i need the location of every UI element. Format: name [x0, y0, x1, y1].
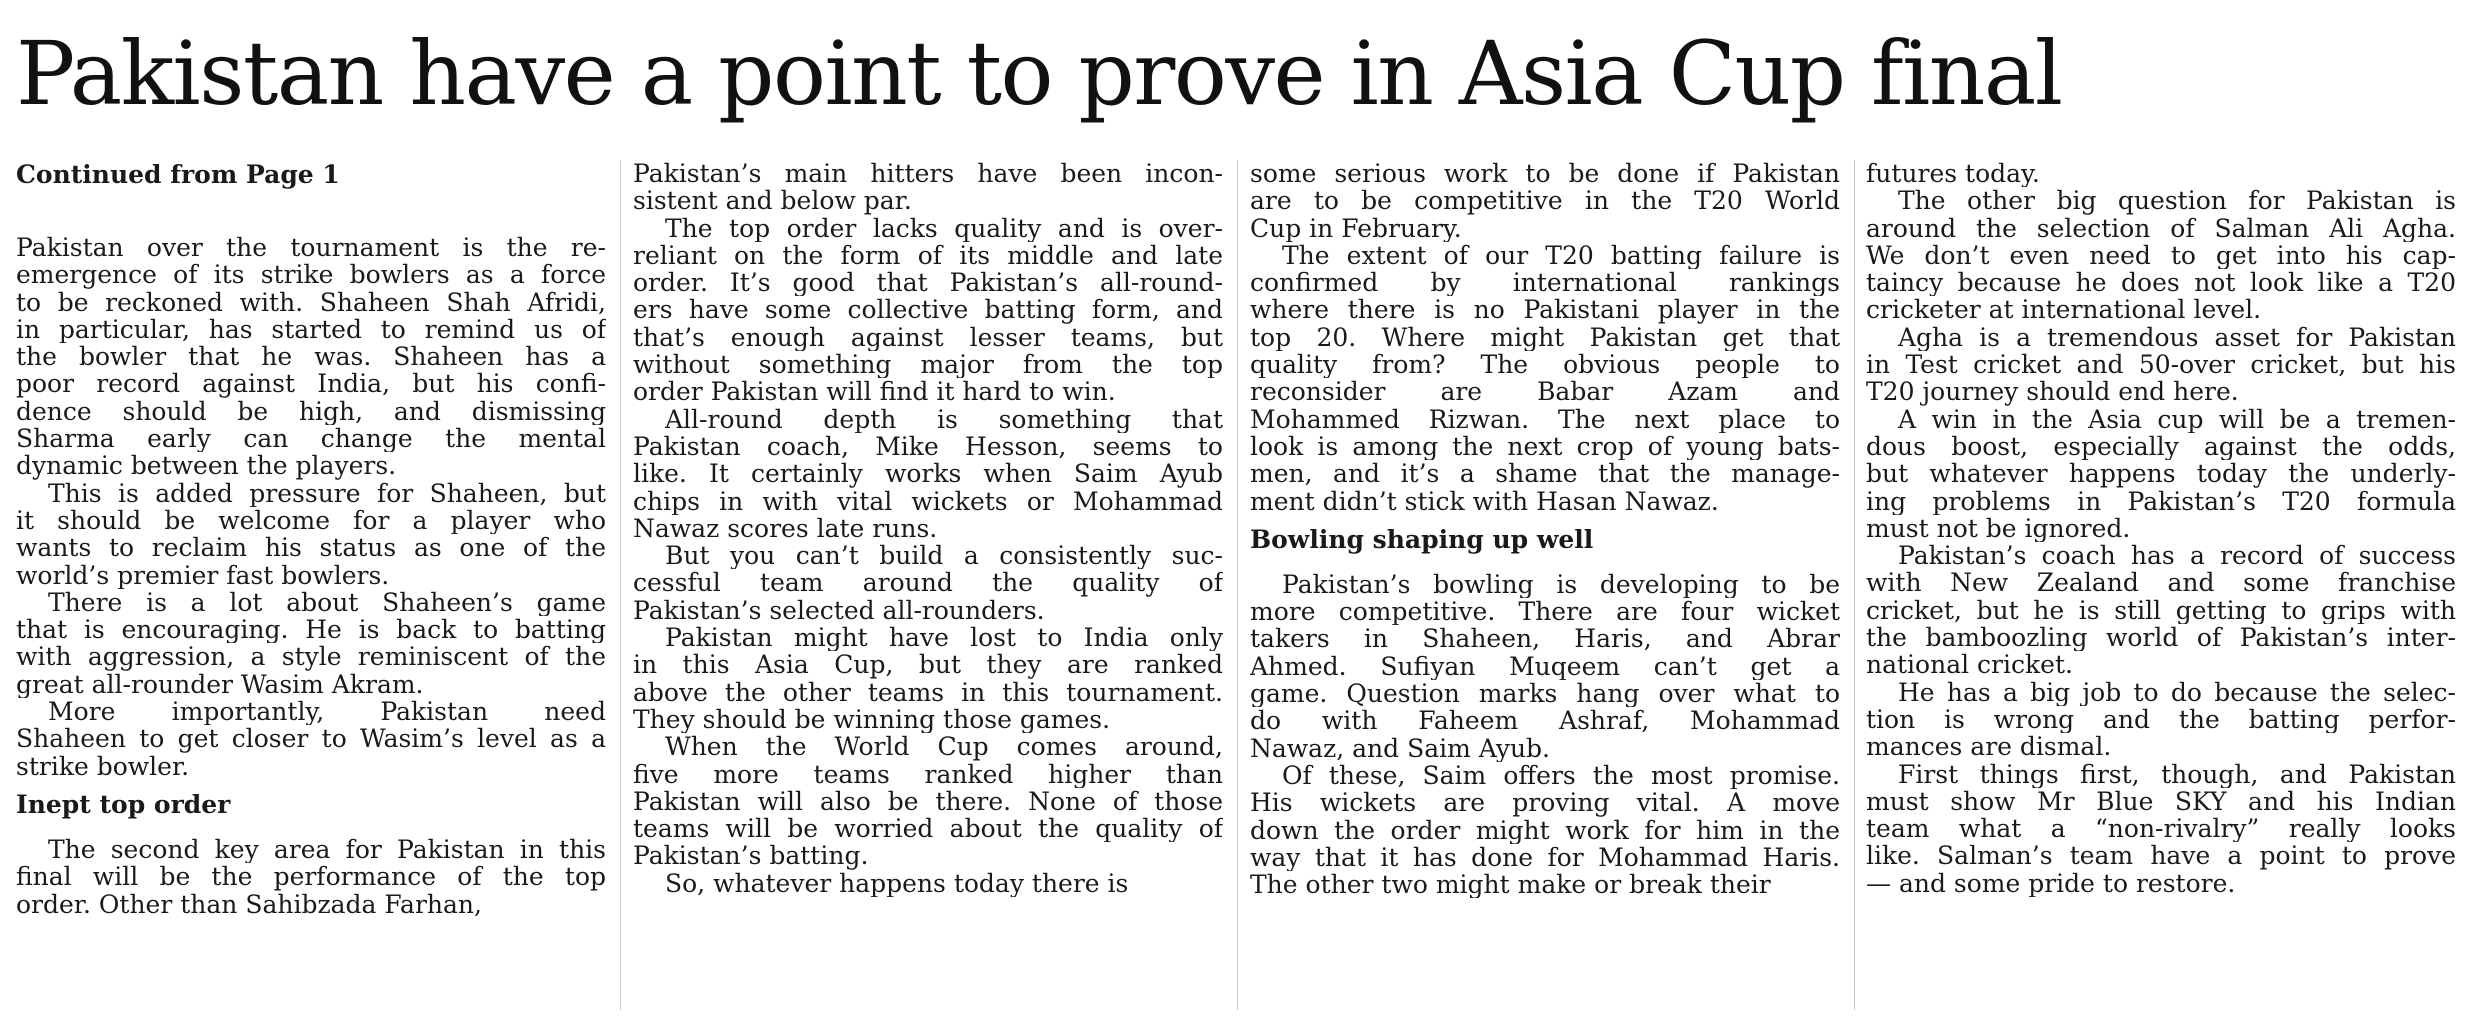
text-line: in particular, has started to remind us of [16, 315, 606, 344]
text-line: wants to reclaim his status as one of the [16, 534, 606, 562]
text-line: Of these, Saim offers the most promise. [1282, 761, 1840, 790]
text-line: The second key area for Pakistan in this [48, 835, 606, 864]
text-line: must not be ignored. [1866, 514, 2131, 543]
text-line: poor record against India, but his confi- [16, 370, 606, 398]
text-line: dence should be high, and dismissing [16, 397, 606, 426]
text-line: strike bowler. [16, 752, 190, 780]
text-line: like. Salman’s team have a point to prove [1866, 842, 2456, 870]
article-body [16, 160, 2456, 1022]
text-line: Nawaz, and Saim Ayub. [1250, 734, 1550, 762]
text-line: Sharma early can change the mental [16, 425, 606, 453]
article-paragraph [633, 733, 1223, 869]
text-line: that is encouraging. He is back to batting [16, 616, 606, 644]
text-line: Pakistan’s selected all-rounders. [633, 596, 1045, 625]
text-line: ers have some collective batting form, and [633, 296, 1223, 324]
text-line: that’s enough against lesser teams, but [633, 323, 1223, 352]
text-line: Shaheen to get closer to Wasim’s level as a [16, 725, 606, 753]
text-line: top 20. Where might Pakistan get that [1250, 323, 1840, 352]
article-paragraph [16, 234, 606, 480]
text-line: Nawaz scores late runs. [633, 514, 938, 543]
text-line: The other two might make or break their [1250, 871, 1771, 899]
article-column-4 [1866, 160, 2456, 1022]
text-line: Mohammed Rizwan. The next place to [1250, 405, 1840, 433]
text-line: must show Mr Blue SKY and his Indian [1866, 787, 2456, 816]
text-line: order. It’s good that Pakistan’s all-round- [633, 269, 1223, 297]
article-paragraph [16, 480, 606, 589]
text-line: reconsider are Babar Azam and [1250, 378, 1840, 406]
text-line: team what a “non-rivalry” really looks [1866, 815, 2456, 843]
text-line: ing problems in Pakistan’s T20 formula [1866, 487, 2456, 515]
text-line: to be reckoned with. Shaheen Shah Afridi, [16, 288, 606, 316]
text-line: dynamic between the players. [16, 452, 397, 480]
article-paragraph [1866, 542, 2456, 678]
text-line: confirmed by international rankings [1250, 269, 1840, 297]
text-line: the bamboozling world of Pakistan’s inter- [1866, 624, 2456, 652]
text-line: All-round depth is something that [665, 405, 1223, 433]
section-subhead: Continued from Page 1 [16, 160, 340, 189]
section-subhead: Inept top order [16, 789, 231, 819]
text-line: The top order lacks quality and is over- [665, 214, 1223, 242]
text-line: order Pakistan will find it hard to win. [633, 378, 1116, 406]
article-paragraph [633, 870, 1223, 897]
text-line: mances are dismal. [1866, 733, 2112, 761]
text-line: with aggression, a style reminiscent of the [16, 643, 606, 671]
text-line: takers in Shaheen, Haris, and Abrar [1250, 625, 1840, 653]
text-line: More importantly, Pakistan need [48, 698, 606, 726]
text-line: some serious work to be done if Pakistan [1250, 160, 1840, 188]
text-line: They should be winning those games. [633, 705, 1111, 734]
text-line: men, and it’s a shame that the manage- [1250, 460, 1840, 488]
text-line: order. Other than Sahibzada Farhan, [16, 890, 482, 918]
text-line: cricketer at international level. [1866, 296, 2262, 324]
text-line: down the order might work for him in the [1250, 816, 1840, 844]
text-line: the bowler that he was. Shaheen has a [16, 343, 606, 371]
text-line: without something major from the top [633, 351, 1223, 379]
text-line: Pakistan’s bowling is developing to be [1282, 570, 1840, 599]
text-line: Pakistan’s batting. [633, 842, 869, 870]
article-paragraph [16, 589, 606, 698]
text-line: but whatever happens today the underly- [1866, 460, 2456, 488]
article-paragraph [633, 406, 1223, 542]
article-paragraph [1866, 160, 2456, 187]
text-line: final will be the performance of the top [16, 863, 606, 891]
article-paragraph [633, 215, 1223, 406]
article-paragraph [1250, 762, 1840, 898]
text-line: Pakistan’s coach has a record of success [1898, 542, 2456, 570]
text-line: Pakistan will also be there. None of those [633, 787, 1223, 816]
article-paragraph [633, 160, 1223, 215]
text-line: where there is no Pakistani player in the [1250, 296, 1840, 324]
text-line: sistent and below par. [633, 187, 912, 215]
column-divider [1854, 160, 1855, 1010]
text-line: teams will be worried about the quality of [633, 815, 1223, 843]
article-paragraph [16, 836, 606, 918]
text-line: dous boost, especially against the odds, [1866, 432, 2456, 461]
text-line: cricket, but he is still getting to grips with [1866, 596, 2456, 625]
text-line: emergence of its strike bowlers as a force [16, 261, 606, 289]
article-paragraph [1866, 679, 2456, 761]
article-paragraph [633, 542, 1223, 624]
text-line: ment didn’t stick with Hasan Nawaz. [1250, 487, 1719, 515]
text-line: do with Faheem Ashraf, Mohammad [1250, 707, 1840, 735]
text-line: reliant on the form of its middle and late [633, 241, 1223, 270]
text-line: above the other teams in this tournament. [633, 678, 1223, 706]
text-line: in Test cricket and 50-over cricket, but his [1866, 351, 2456, 379]
text-line: He has a big job to do because the selec- [1898, 678, 2456, 706]
text-line: The extent of our T20 batting failure is [1282, 241, 1840, 270]
text-line: are to be competitive in the T20 World [1250, 187, 1840, 215]
text-line: more competitive. There are four wicket [1250, 598, 1840, 626]
text-line: This is added pressure for Shaheen, but [48, 479, 606, 507]
text-line: way that it has done for Mohammad Haris. [1250, 843, 1840, 872]
article-column-2 [633, 160, 1223, 1022]
text-line: in this Asia Cup, but they are ranked [633, 651, 1223, 679]
text-line: around the selection of Salman Ali Agha. [1866, 214, 2456, 242]
text-line: — and some pride to restore. [1866, 869, 2236, 898]
article-paragraph [1250, 571, 1840, 762]
text-line: world’s premier fast bowlers. [16, 561, 390, 589]
text-line: First things first, though, and Pakistan [1898, 760, 2456, 788]
text-line: Pakistan’s main hitters have been incon- [633, 160, 1223, 188]
article-paragraph [1250, 160, 1840, 242]
text-line: Agha is a tremendous asset for Pakistan [1898, 323, 2456, 352]
article-paragraph [1866, 187, 2456, 323]
text-line: Pakistan over the tournament is the re- [16, 234, 606, 262]
article-column-1 [16, 160, 606, 1022]
text-line: game. Question marks hang over what to [1250, 680, 1840, 708]
text-line: His wickets are proving vital. A move [1250, 789, 1840, 817]
headline: Pakistan have a point to prove in Asia Cup final [16, 22, 2062, 125]
text-line: it should be welcome for a player who [16, 506, 606, 535]
text-line: taincy because he does not look like a T20 [1866, 269, 2456, 297]
text-line: Pakistan might have lost to India only [665, 624, 1223, 652]
text-line: There is a lot about Shaheen’s game [48, 588, 606, 617]
section-subhead: Bowling shaping up well [1250, 524, 1594, 554]
text-line: But you can’t build a consistently suc- [665, 542, 1223, 570]
text-line: Pakistan coach, Mike Hesson, seems to [633, 432, 1223, 461]
text-line: When the World Cup comes around, [665, 733, 1223, 761]
column-divider [1237, 160, 1238, 1010]
article-paragraph [1250, 242, 1840, 515]
text-line: with New Zealand and some franchise [1866, 569, 2456, 597]
text-line: tion is wrong and the batting perfor- [1866, 705, 2456, 734]
text-line: We don’t even need to get into his cap- [1866, 241, 2456, 270]
text-line: futures today. [1866, 160, 2040, 188]
article-paragraph [633, 624, 1223, 733]
article-paragraph [1866, 761, 2456, 897]
article-paragraph [1866, 324, 2456, 406]
article-paragraph [16, 698, 606, 780]
text-line: So, whatever happens today there is [665, 869, 1129, 898]
column-divider [620, 160, 621, 1010]
text-line: cessful team around the quality of [633, 569, 1223, 597]
text-line: A win in the Asia cup will be a tremen- [1898, 405, 2456, 433]
text-line: like. It certainly works when Saim Ayub [633, 460, 1223, 488]
text-line: five more teams ranked higher than [633, 760, 1223, 788]
text-line: Ahmed. Sufiyan Muqeem can’t get a [1250, 652, 1840, 681]
article-paragraph [1866, 406, 2456, 542]
text-line: look is among the next crop of young bats- [1250, 432, 1840, 461]
text-line: Cup in February. [1250, 214, 1462, 242]
text-line: quality from? The obvious people to [1250, 351, 1840, 379]
text-line: chips in with vital wickets or Mohammad [633, 487, 1223, 515]
text-line: The other big question for Pakistan is [1898, 187, 2456, 215]
text-line: great all-rounder Wasim Akram. [16, 670, 424, 699]
article-column-3 [1250, 160, 1840, 1022]
text-line: T20 journey should end here. [1866, 378, 2239, 406]
text-line: national cricket. [1866, 651, 2073, 679]
